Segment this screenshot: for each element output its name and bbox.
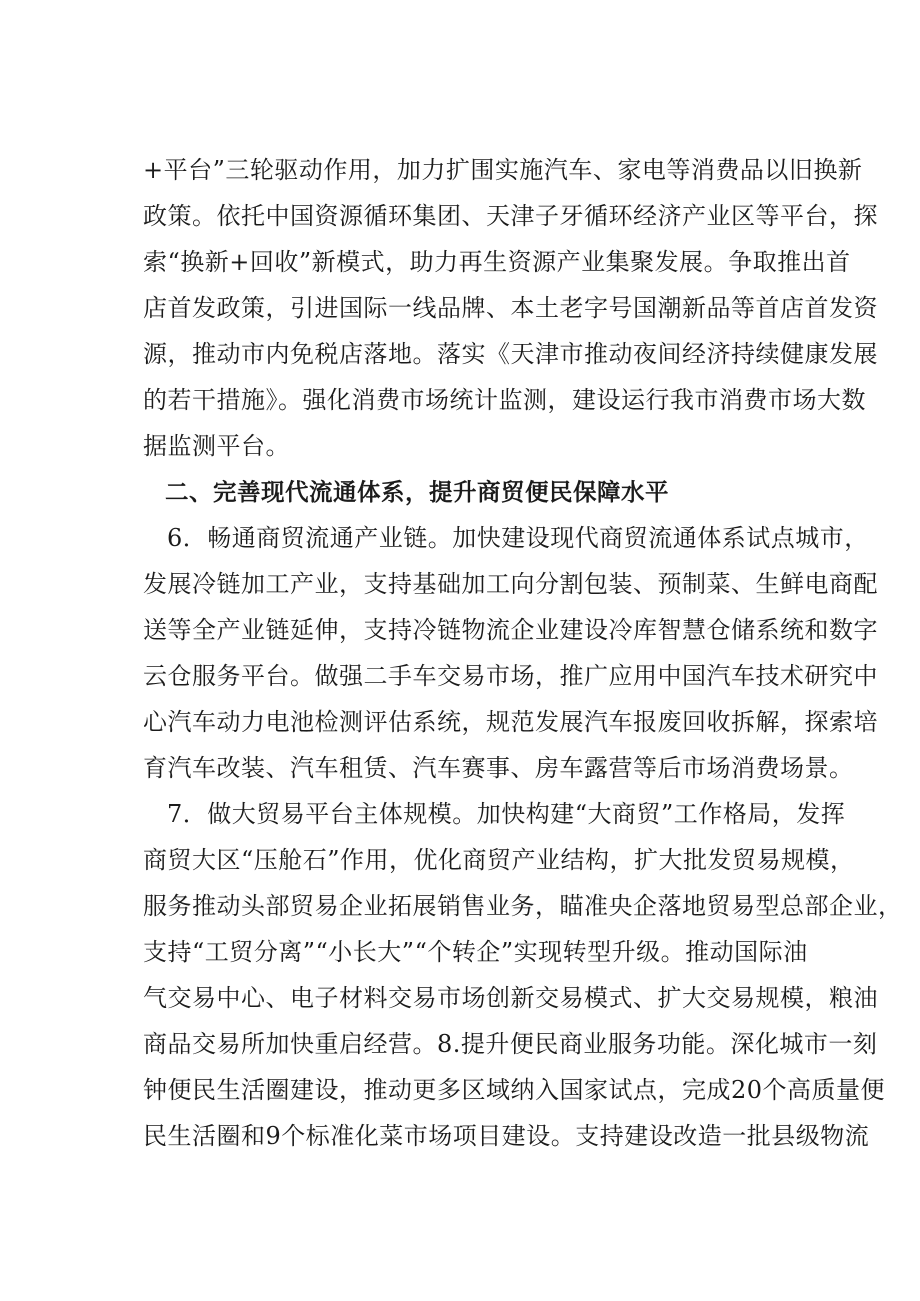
paragraph-line: 店首发政策，引进国际一线品牌、本土老字号国潮新品等首店首发资 (143, 294, 878, 322)
paragraph-line: 民生活圈和9个标准化菜市场项目建设。支持建设改造一批县级物流 (143, 1122, 870, 1150)
paragraph-line: 服务推动头部贸易企业拓展销售业务，瞄准央企落地贸易型总部企业， (143, 892, 903, 920)
paragraph-line: 源，推动市内免税店落地。落实《天津市推动夜间经济持续健康发展 (143, 340, 878, 368)
paragraph-line: 送等全产业链延伸，支持冷链物流企业建设冷库智慧仓储系统和数字 (143, 616, 878, 644)
paragraph-line: 据监测平台。 (143, 432, 290, 460)
paragraph-line: 索“换新+回收”新模式，助力再生资源产业集聚发展。争取推出首 (143, 248, 851, 276)
paragraph-line: +平台”三轮驱动作用，加力扩围实施汽车、家电等消费品以旧换新 (143, 156, 863, 184)
paragraph-line: 钟便民生活圈建设，推动更多区域纳入国家试点，完成20个高质量便 (143, 1076, 886, 1104)
paragraph-line: 商品交易所加快重启经营。8.提升便民商业服务功能。深化城市一刻 (143, 1030, 878, 1058)
paragraph-line: 育汽车改装、汽车租赁、汽车赛事、房车露营等后市场消费场景。 (143, 754, 854, 782)
paragraph-line: 心汽车动力电池检测评估系统，规范发展汽车报废回收拆解，探索培 (143, 708, 878, 736)
paragraph-line: 的若干措施》。强化消费市场统计监测，建设运行我市消费市场大数 (143, 386, 866, 414)
paragraph-line: 支持“工贸分离”“小长大”“个转企”实现转型升级。推动国际油 (143, 938, 808, 966)
paragraph-line: 7．做大贸易平台主体规模。加快构建“大商贸”工作格局，发挥 (167, 800, 846, 828)
paragraph-line: 6．畅通商贸流通产业链。加快建设现代商贸流通体系试点城市， (167, 524, 869, 552)
paragraph-line: 商贸大区“压舱石”作用，优化商贸产业结构，扩大批发贸易规模， (143, 846, 855, 874)
paragraph-line: 气交易中心、电子材料交易市场创新交易模式、扩大交易规模，粮油 (143, 984, 878, 1012)
section-heading: 二、完善现代流通体系，提升商贸便民保障水平 (165, 478, 669, 506)
paragraph-line: 政策。依托中国资源循环集团、天津子牙循环经济产业区等平台，探 (143, 202, 878, 230)
paragraph-line: 发展冷链加工产业，支持基础加工向分割包装、预制菜、生鲜电商配 (143, 570, 878, 598)
paragraph-line: 云仓服务平台。做强二手车交易市场，推广应用中国汽车技术研究中 (143, 662, 878, 690)
